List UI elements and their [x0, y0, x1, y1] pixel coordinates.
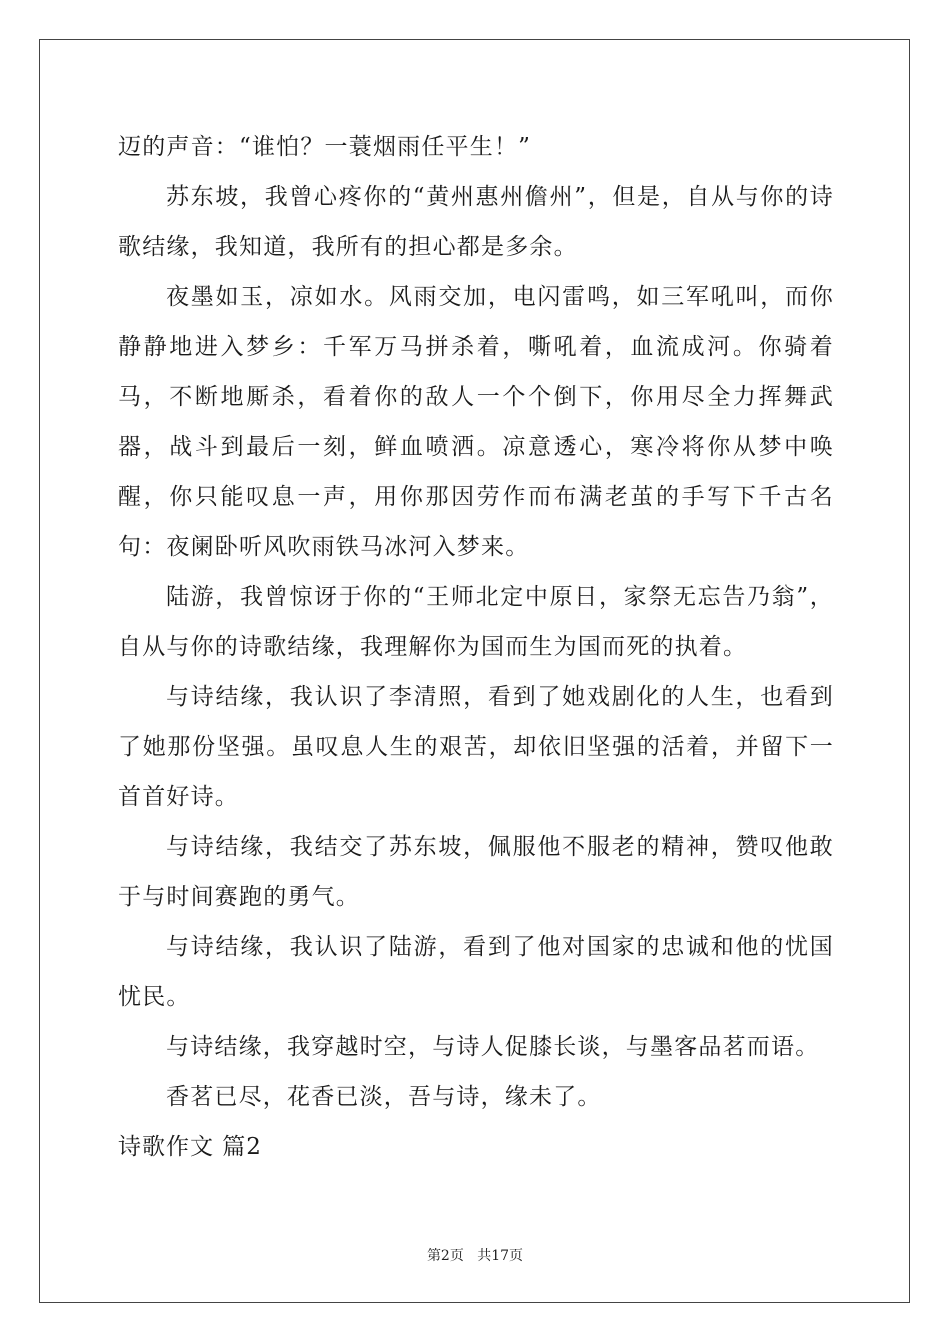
- paragraph-1: 迈的声音：“谁怕？一蓑烟雨任平生！”: [118, 134, 532, 160]
- paragraph-4: 陆游，我曾惊讶于你的“王师北定中原日，家祭无忘告乃翁”，自从与你的诗歌结缘，我理解你为国而生为国而死的执着。: [118, 584, 834, 660]
- paragraph-3: 夜墨如玉，凉如水。风雨交加，电闪雷鸣，如三军吼叫，而你静静地进入梦乡：千军万马拼杀着，嘶吼着，血流成河。你骑着马，不断地厮杀，看着你的敌人一个个倒下，你用尽全力挥舞武器，战斗到最后一刻，鲜血喷洒。凉意透心，寒冷将你从梦中唤醒，你只能叹息一声，用你那因劳作而布满老茧的手写下千古名句：夜阑卧听风吹雨铁马冰河入梦来。: [118, 284, 834, 560]
- paragraph-2: 苏东坡，我曾心疼你的“黄州惠州儋州”，但是，自从与你的诗歌结缘，我知道，我所有的担心都是多余。: [118, 184, 834, 260]
- paragraph-8: 与诗结缘，我穿越时空，与诗人促膝长谈，与墨客品茗而语。: [166, 1034, 820, 1060]
- paragraph-7: 与诗结缘，我认识了陆游，看到了他对国家的忠诚和他的忧国忧民。: [118, 934, 834, 1010]
- paragraph-5: 与诗结缘，我认识了李清照，看到了她戏剧化的人生，也看到了她那份坚强。虽叹息人生的艰苦，却依旧坚强的活着，并留下一首首好诗。: [118, 684, 834, 810]
- paragraph-9: 香茗已尽，花香已淡，吾与诗，缘未了。: [166, 1084, 602, 1110]
- page-total: 共17页: [477, 1248, 524, 1264]
- document-body: [118, 122, 834, 1172]
- section-heading: 诗歌作文 篇2: [118, 1134, 262, 1160]
- page-footer: [0, 1245, 950, 1265]
- page-number: 第2页: [426, 1248, 464, 1264]
- paragraph-6: 与诗结缘，我结交了苏东坡，佩服他不服老的精神，赞叹他敢于与时间赛跑的勇气。: [118, 834, 834, 910]
